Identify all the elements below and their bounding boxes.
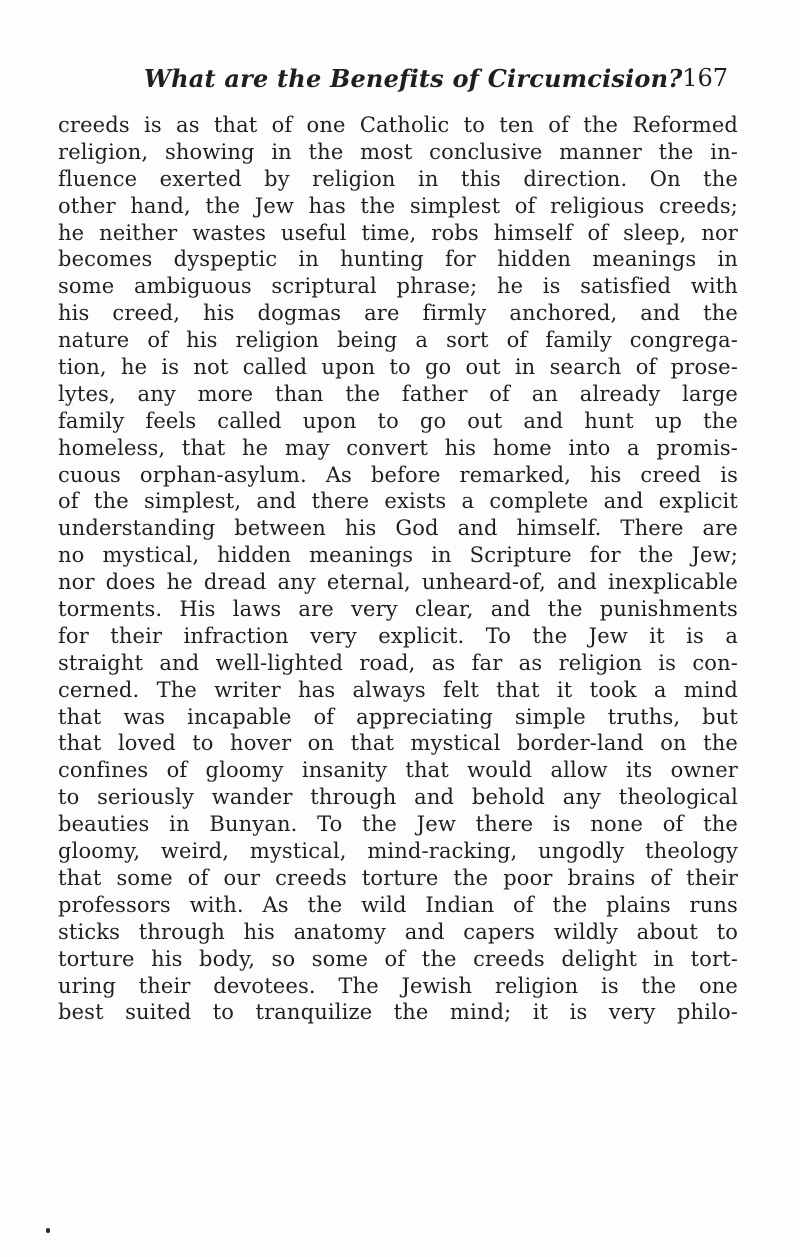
text-line: other hand, the Jew has the simplest of religious creeds;	[58, 193, 738, 218]
text-line: no mystical, hidden meanings in Scripture for the Jew;	[58, 543, 738, 568]
text-line: that some of our creeds torture the poor brains of their	[58, 865, 738, 890]
text-line: best suited to tranquilize the mind; it is very philo-	[58, 1000, 738, 1025]
text-line: some ambiguous scriptural phrase; he is satisfied with	[58, 274, 738, 299]
text-line: tion, he is not called upon to go out in search of prose-	[58, 355, 738, 380]
text-line: creeds is as that of one Catholic to ten of the Reformed	[58, 113, 738, 137]
text-line: homeless, that he may convert his home into a promis-	[58, 435, 738, 460]
text-line: of the simplest, and there exists a complete and explicit	[58, 489, 738, 514]
text-line: to seriously wander through and behold any theological	[58, 785, 738, 810]
margin-ink-mark	[46, 1228, 50, 1233]
text-line: his creed, his dogmas are firmly anchored, and the	[58, 301, 738, 326]
text-line: family feels called upon to go out and hunt up the	[58, 408, 738, 433]
running-head	[144, 64, 728, 100]
text-line: fluence exerted by religion in this direction. On the	[58, 166, 738, 191]
text-line: uring their devotees. The Jewish religion is the one	[58, 973, 738, 998]
text-line: straight and well-lighted road, as far as religion is con-	[58, 650, 738, 675]
text-line: lytes, any more than the father of an already large	[58, 381, 738, 406]
text-line: nature of his religion being a sort of family congrega-	[58, 328, 738, 353]
text-line: he neither wastes useful time, robs himself of sleep, nor	[58, 220, 738, 245]
text-line: torments. His laws are very clear, and the punishments	[58, 597, 738, 622]
text-line: gloomy, weird, mystical, mind-racking, ungodly theology	[58, 839, 738, 864]
text-line: nor does he dread any eternal, unheard-of, and inexplicable	[58, 570, 738, 595]
text-line: professors with. As the wild Indian of the plains runs	[58, 892, 738, 917]
text-line: understanding between his God and himself. There are	[58, 516, 738, 541]
text-line: beauties in Bunyan. To the Jew there is none of the	[58, 812, 738, 837]
text-line: sticks through his anatomy and capers wildly about to	[58, 919, 738, 944]
text-line: for their infraction very explicit. To the Jew it is a	[58, 623, 738, 648]
text-line: that loved to hover on that mystical border-land on the	[58, 731, 738, 756]
text-line: confines of gloomy insanity that would allow its owner	[58, 758, 738, 783]
running-title: What are the Benefits of Circumcision?	[144, 64, 683, 93]
text-line: religion, showing in the most conclusive manner the in-	[58, 139, 738, 164]
text-line: torture his body, so some of the creeds delight in tort-	[58, 946, 738, 971]
text-line: becomes dyspeptic in hunting for hidden meanings in	[58, 247, 738, 272]
body-text	[58, 112, 738, 1026]
text-line: that was incapable of appreciating simple truths, but	[58, 704, 738, 729]
text-line: cerned. The writer has always felt that it took a mind	[58, 677, 738, 702]
text-line: cuous orphan-asylum. As before remarked, his creed is	[58, 462, 738, 487]
page-number: 167	[682, 64, 728, 92]
